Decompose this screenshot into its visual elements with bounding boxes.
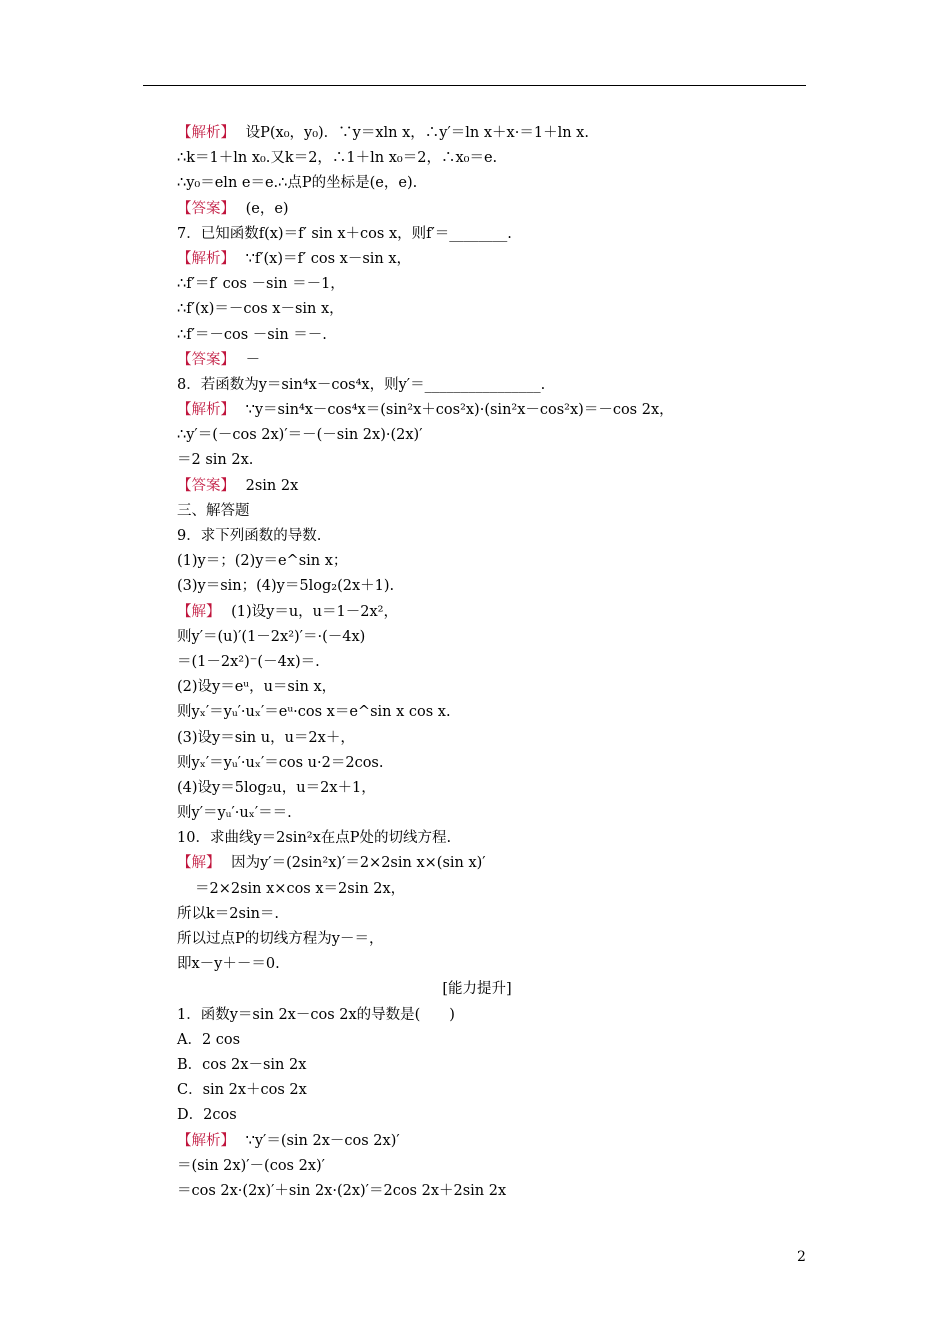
line-text: 所以过点P的切线方程为y－＝， xyxy=(177,931,384,947)
line-text: 三、解答题 xyxy=(177,502,250,519)
text-line xyxy=(177,700,777,725)
section-tag: 【答案】 xyxy=(177,200,235,217)
line-text: 设P(x₀，y₀)．∵y＝xln x，∴y′＝ln x＋x·＝1＋ln x. xyxy=(241,125,589,141)
section-tag: 【解析】 xyxy=(177,250,235,267)
line-text: 2sin 2x xyxy=(241,477,299,494)
line-text: ＝(1－2x²)⁻(－4x)＝. xyxy=(177,653,320,670)
line-text: 则yₓ′＝yᵤ′·uₓ′＝eᵘ·cos x＝e^sin x cos x. xyxy=(177,704,451,721)
line-text: ∵y′＝(sin 2x－cos 2x)′ xyxy=(241,1132,400,1149)
line-text: － xyxy=(241,351,261,368)
text-line xyxy=(177,222,777,247)
line-text: 8．若函数为y＝sin⁴x－cos⁴x，则y′＝________________. xyxy=(177,376,546,393)
text-line xyxy=(177,726,777,751)
text-line xyxy=(177,1053,777,1078)
text-line xyxy=(177,474,777,499)
text-line xyxy=(177,650,777,675)
line-text: (3)设y＝sin u，u＝2x＋， xyxy=(177,729,355,746)
text-line xyxy=(177,373,777,398)
line-text: (e，e) xyxy=(241,200,289,217)
text-line xyxy=(177,1179,777,1204)
text-line xyxy=(177,574,777,599)
text-line xyxy=(177,398,777,423)
line-text: 7．已知函数f(x)＝f′ sin x＋cos x，则f′＝________. xyxy=(177,225,512,242)
text-line xyxy=(177,1003,777,1028)
text-line xyxy=(177,297,777,322)
text-line xyxy=(177,1103,777,1128)
text-line xyxy=(177,524,777,549)
line-text: (4)设y＝5log₂u，u＝2x＋1， xyxy=(177,779,376,796)
section-tag: 【解析】 xyxy=(177,125,235,141)
line-text: A．2 cos xyxy=(177,1031,241,1048)
text-line xyxy=(177,247,777,272)
line-text: (1)设y＝u，u＝1－2x²， xyxy=(226,603,398,620)
text-line xyxy=(177,121,777,146)
line-text: 则yₓ′＝yᵤ′·uₓ′＝cos u·2＝2cos. xyxy=(177,754,384,771)
line-text: ＝(sin 2x)′－(cos 2x)′ xyxy=(177,1157,325,1174)
text-line xyxy=(177,1028,777,1053)
line-text: ∴f′＝－cos －sin ＝－. xyxy=(177,326,327,343)
line-text: 10．求曲线y＝2sin²x在点P处的切线方程. xyxy=(177,830,452,847)
line-text: 1．函数y＝sin 2x－cos 2x的导数是( ) xyxy=(177,1006,455,1023)
line-text: ∵y＝sin⁴x－cos⁴x＝(sin²x＋cos²x)·(sin²x－cos²x)＝－cos 2x， xyxy=(241,402,674,419)
header-rule xyxy=(143,85,806,86)
text-line xyxy=(177,751,777,776)
section-tag: 【解析】 xyxy=(177,402,235,419)
text-line xyxy=(177,600,777,625)
section-tag: 【解】 xyxy=(177,603,221,620)
text-line xyxy=(177,423,777,448)
line-text: ∴k＝1＋ln x₀.又k＝2，∴1＋ln x₀＝2，∴x₀＝e. xyxy=(177,150,498,167)
text-line xyxy=(177,625,777,650)
document-body xyxy=(177,121,777,1204)
text-line xyxy=(177,977,777,1002)
line-text: 因为y′＝(2sin²x)′＝2×2sin x×(sin x)′ xyxy=(226,855,486,872)
text-line xyxy=(177,851,777,876)
line-text: 所以k＝2sin＝. xyxy=(177,905,280,922)
line-text: C．sin 2x＋cos 2x xyxy=(177,1082,307,1099)
text-line xyxy=(177,927,777,952)
line-text: (1)y＝；(2)y＝e^sin x； xyxy=(177,553,348,570)
section-tag: 【答案】 xyxy=(177,351,235,368)
line-text: (3)y＝sin；(4)y＝5log₂(2x＋1). xyxy=(177,578,395,595)
text-line xyxy=(177,801,777,826)
line-text: (2)设y＝eᵘ，u＝sin x， xyxy=(177,679,337,696)
text-line xyxy=(177,1154,777,1179)
text-line xyxy=(177,323,777,348)
text-line xyxy=(177,1129,777,1154)
page-number: 2 xyxy=(797,1249,806,1265)
line-text: 即x－y＋－＝0. xyxy=(177,956,280,973)
section-tag: 【答案】 xyxy=(177,477,235,494)
line-text: 则y′＝yᵤ′·uₓ′＝＝. xyxy=(177,805,292,822)
line-text: ＝2 sin 2x. xyxy=(177,452,254,469)
text-line xyxy=(177,171,777,196)
line-text: [能力提升] xyxy=(442,981,512,998)
text-line xyxy=(177,146,777,171)
line-text: ＝2×2sin x×cos x＝2sin 2x， xyxy=(195,880,406,897)
line-text: ∴y′＝(－cos 2x)′＝－(－sin 2x)·(2x)′ xyxy=(177,427,423,444)
text-line xyxy=(177,197,777,222)
text-line xyxy=(177,448,777,473)
line-text: 则y′＝(u)′(1－2x²)′＝·(－4x) xyxy=(177,628,366,645)
line-text: 9．求下列函数的导数. xyxy=(177,528,322,544)
text-line xyxy=(177,776,777,801)
text-line xyxy=(177,902,777,927)
text-line xyxy=(177,272,777,297)
text-line xyxy=(177,499,777,524)
line-text: B．cos 2x－sin 2x xyxy=(177,1056,307,1073)
text-line xyxy=(177,826,777,851)
text-line xyxy=(177,952,777,977)
text-line xyxy=(177,675,777,700)
line-text: ∴f′(x)＝－cos x－sin x， xyxy=(177,301,344,318)
text-line xyxy=(177,549,777,574)
text-line xyxy=(177,348,777,373)
text-line xyxy=(177,1078,777,1103)
section-tag: 【解析】 xyxy=(177,1132,235,1149)
line-text: ∴y₀＝eln e＝e.∴点P的坐标是(e，e). xyxy=(177,175,418,192)
line-text: ∵f′(x)＝f′ cos x－sin x， xyxy=(241,250,412,267)
line-text: ＝cos 2x·(2x)′＋sin 2x·(2x)′＝2cos 2x＋2sin 2x xyxy=(177,1182,507,1199)
text-line xyxy=(177,877,777,902)
line-text: D．2cos xyxy=(177,1107,237,1124)
line-text: ∴f′＝f′ cos －sin ＝－1， xyxy=(177,276,345,293)
section-tag: 【解】 xyxy=(177,855,221,872)
